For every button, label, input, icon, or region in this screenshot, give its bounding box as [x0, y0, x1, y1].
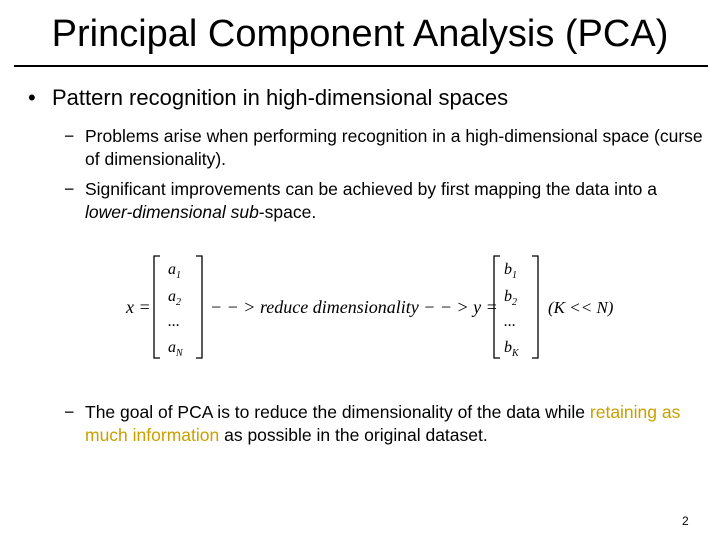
goal-text-end: as possible in the original dataset. — [219, 425, 488, 445]
vector-y-entry: ... — [504, 313, 516, 330]
sub-bullet-mapping-text — [85, 178, 704, 224]
sub-bullet-marker: − — [64, 126, 75, 146]
bullet-marker: • — [28, 85, 36, 110]
vector-y-entry: $b_1$ — [504, 261, 517, 281]
sub-bullet-curse-text: Problems arise when performing recognition in a high-dimensional space (curse of dimensionality). — [85, 126, 703, 169]
sub-bullet-marker: − — [64, 402, 75, 422]
mapping-text-italic: lower-dimensional sub — [85, 202, 259, 222]
goal-text-start: The goal of PCA is to reduce the dimensionality of the data while — [85, 402, 590, 422]
sub-bullet-marker: − — [64, 179, 75, 199]
vector-x-entry: $a_1$ — [168, 261, 181, 281]
page-number: 2 — [682, 514, 689, 528]
title-underline — [14, 65, 708, 67]
sub-bullet-mapping — [64, 178, 704, 224]
vector-x-entry: $a_2$ — [168, 288, 181, 308]
right-bracket-close — [532, 256, 538, 358]
goal-text-highlight: retaining as much information — [85, 402, 681, 445]
equation-arrow-text: − − > reduce dimensionality − − > y = — [210, 297, 498, 317]
vector-y-entry: $b_2$ — [504, 288, 517, 308]
vector-x-entry: $a_N$ — [168, 339, 183, 359]
left-bracket-open — [154, 256, 160, 358]
equation-lhs: x = — [126, 297, 151, 317]
sub-bullet-curse — [64, 125, 704, 171]
vector-y-entry: $b_K$ — [504, 339, 519, 359]
left-bracket-close — [196, 256, 202, 358]
dimensionality-equation — [120, 252, 640, 362]
vector-x — [168, 261, 184, 359]
main-bullet-text: Pattern recognition in high-dimensional spaces — [52, 85, 509, 110]
sub-bullet-goal — [64, 401, 704, 447]
vector-y — [504, 261, 520, 359]
main-bullet — [28, 84, 508, 112]
equation-condition: (K << N) — [548, 298, 614, 317]
vector-x-entry: ... — [168, 313, 180, 330]
sub-bullet-goal-text — [85, 401, 704, 447]
mapping-text-start: Significant improvements can be achieved by first mapping the data into a — [85, 179, 657, 199]
mapping-text-end: -space. — [258, 202, 317, 222]
slide-title: Principal Component Analysis (PCA) — [51, 13, 669, 55]
